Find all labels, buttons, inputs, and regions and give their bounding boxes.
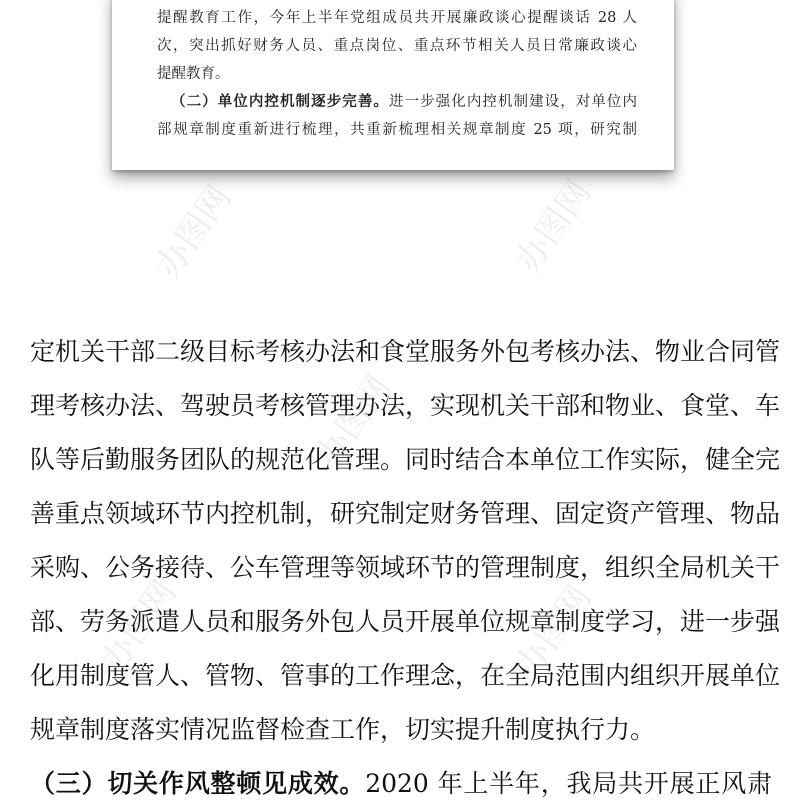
body-line-2: 理考核办法、驾驶员考核管理办法，实现机关干部和物业、食堂、车 (30, 391, 781, 420)
watermark-2 (502, 169, 601, 281)
body-line-7: 化用制度管人、管物、管事的工作理念，在全局范围内组织开展单位 (30, 661, 781, 690)
body-section-heading: （三）切关作风整顿见成效。 (30, 769, 366, 797)
preview-page-card (112, 0, 674, 170)
body-line-5: 采购、公务接待、公车管理等领域环节的管理制度，组织全局机关干 (30, 553, 781, 582)
watermark-text-4: 办图网 (93, 573, 185, 680)
preview-line-1: 提醒教育工作，今年上半年党组成员共开展廉政谈心提醒谈话 28 人 (157, 10, 637, 26)
watermark-text-3: 办图网 (308, 368, 400, 475)
body-line-3: 队等后勤服务团队的规范化管理。同时结合本单位工作实际，健全完 (30, 445, 781, 474)
preview-heading-line (157, 88, 637, 116)
watermark-text-1: 办图网 (148, 178, 240, 285)
preview-section-heading: （二）单位内控机制逐步完善。 (171, 93, 389, 110)
body-cut-line (30, 757, 772, 797)
document-body (30, 325, 781, 797)
watermark-1 (142, 174, 241, 286)
preview-heading-rest: 进一步强化内控机制建设，对单位内 (388, 94, 638, 110)
preview-line-3: 提醒教育。 (157, 66, 230, 82)
body-cut-rest: 2020 年上半年，我局共开展正风肃 (365, 769, 772, 797)
watermark-text-2: 办图网 (508, 173, 600, 280)
body-line-1: 定机关干部二级目标考核办法和食堂服务外包考核办法、物业合同管 (30, 337, 781, 366)
body-line-4: 善重点领域环节内控机制，研究制定财务管理、固定资产管理、物品 (30, 499, 781, 528)
body-line-6: 部、劳务派遣人员和服务外包人员开展单位规章制度学习，进一步强 (30, 607, 781, 636)
watermark-text-5: 办图网 (508, 578, 600, 685)
preview-line-5: 部规章制度重新进行梳理，共重新梳理相关规章制度 25 项，研究制 (157, 122, 637, 138)
preview-text-block (157, 4, 637, 144)
preview-line-2: 次，突出抓好财务人员、重点岗位、重点环节相关人员日常廉政谈心 (157, 38, 637, 54)
body-line-8: 规章制度落实情况监督检查工作，切实提升制度执行力。 (30, 715, 656, 744)
